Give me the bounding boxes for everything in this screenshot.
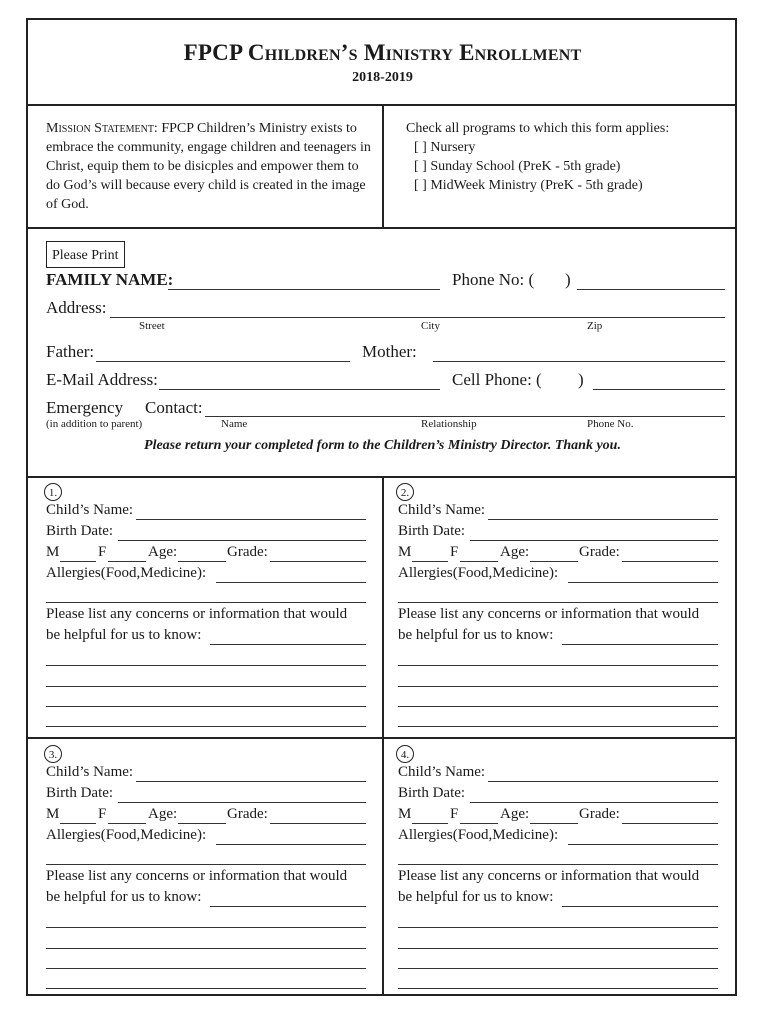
city-hint: City <box>421 320 440 332</box>
mother-field[interactable] <box>433 361 725 362</box>
concerns-label-line1: Please list any concerns or information that would <box>46 606 348 622</box>
gender-m-field[interactable] <box>412 823 448 824</box>
concerns-label-line1: Please list any concerns or information that would <box>398 606 700 622</box>
concerns-line[interactable] <box>398 948 718 949</box>
form-title: FPCP Children’s Ministry Enrollment <box>183 40 582 65</box>
concerns-label-line2: be helpful for us to know: <box>398 627 554 643</box>
father-label: Father: <box>46 342 95 361</box>
concerns-line[interactable] <box>398 726 718 727</box>
phone-label: Phone No: ( <box>452 270 535 289</box>
programs-heading: Check all programs to which this form applies: <box>406 121 670 136</box>
contact-label: Contact: <box>145 398 203 417</box>
concerns-label-line2: be helpful for us to know: <box>46 889 202 905</box>
birth-date-label: Birth Date: <box>398 785 466 801</box>
allergies-line[interactable] <box>46 602 366 603</box>
concerns-line[interactable] <box>46 948 366 949</box>
allergies-label: Allergies(Food,Medicine): <box>398 565 559 581</box>
allergies-label: Allergies(Food,Medicine): <box>46 565 207 581</box>
relationship-hint: Relationship <box>421 418 477 430</box>
concerns-line[interactable] <box>398 686 718 687</box>
gender-f-field[interactable] <box>108 561 146 562</box>
concerns-label-line1: Please list any concerns or information that would <box>398 868 700 884</box>
allergies-line[interactable] <box>398 864 718 865</box>
mission-statement: Mission Statement: FPCP Children’s Ministry exists to embrace the community, engage children and teenagers in Christ, equip them to be disicples and empower them to do God’s will because every child is created in the image of God. <box>46 121 371 212</box>
programs-divider <box>28 227 737 229</box>
gender-f-label: F <box>98 544 107 560</box>
concerns-line[interactable] <box>46 968 366 969</box>
gender-f-field[interactable] <box>460 823 498 824</box>
street-hint: Street <box>139 320 165 332</box>
child-name-field[interactable] <box>488 781 718 782</box>
birth-date-label: Birth Date: <box>46 523 114 539</box>
child-name-label: Child’s Name: <box>398 764 486 780</box>
gender-m-field[interactable] <box>412 561 448 562</box>
allergies-field[interactable] <box>568 582 718 583</box>
allergies-field[interactable] <box>568 844 718 845</box>
allergies-line[interactable] <box>46 864 366 865</box>
allergies-field[interactable] <box>216 582 366 583</box>
concerns-line[interactable] <box>398 988 718 989</box>
family-name-label: FAMILY NAME: <box>46 270 174 289</box>
concerns-line[interactable] <box>46 927 366 928</box>
phone-paren: ) <box>565 270 571 289</box>
return-note: Please return your completed form to the Children’s Ministry Director. Thank you. <box>144 438 621 453</box>
email-field[interactable] <box>159 389 440 390</box>
age-label: Age: <box>500 544 530 560</box>
grade-field[interactable] <box>270 823 366 824</box>
concerns-line[interactable] <box>398 706 718 707</box>
form-year: 2018-2019 <box>352 70 413 85</box>
child-name-label: Child’s Name: <box>46 502 134 518</box>
child-name-label: Child’s Name: <box>46 764 134 780</box>
concerns-line[interactable] <box>46 726 366 727</box>
gender-f-field[interactable] <box>460 561 498 562</box>
age-label: Age: <box>148 544 178 560</box>
allergies-line[interactable] <box>398 602 718 603</box>
cell-paren: ) <box>578 370 584 389</box>
cell-field[interactable] <box>593 389 725 390</box>
allergies-field[interactable] <box>216 844 366 845</box>
programs-section <box>406 119 726 195</box>
gender-f-label: F <box>450 544 459 560</box>
birth-date-field[interactable] <box>118 540 366 541</box>
grade-field[interactable] <box>270 561 366 562</box>
child-number-badge: 4. <box>396 745 414 763</box>
birth-date-label: Birth Date: <box>398 523 466 539</box>
please-print-box: Please Print <box>46 241 125 268</box>
grade-label: Grade: <box>579 806 620 822</box>
phone-no-hint: Phone No. <box>587 418 634 430</box>
concerns-field[interactable] <box>210 906 366 907</box>
concerns-field[interactable] <box>210 644 366 645</box>
emergency-field[interactable] <box>205 416 725 417</box>
age-field[interactable] <box>178 561 226 562</box>
cell-label: Cell Phone: ( <box>452 370 542 389</box>
grade-field[interactable] <box>622 823 718 824</box>
concerns-field[interactable] <box>562 644 718 645</box>
birth-date-label: Birth Date: <box>46 785 114 801</box>
program-midweek[interactable]: [ ] MidWeek Ministry (PreK - 5th grade) <box>414 178 643 193</box>
gender-f-field[interactable] <box>108 823 146 824</box>
family-name-field[interactable] <box>168 289 440 290</box>
name-hint: Name <box>221 418 248 430</box>
emergency-label: Emergency <box>46 398 124 417</box>
concerns-line[interactable] <box>398 927 718 928</box>
gender-f-label: F <box>450 806 459 822</box>
address-field[interactable] <box>110 317 725 318</box>
gender-m-label: M <box>46 806 60 822</box>
child-number-badge: 1. <box>44 483 62 501</box>
gender-m-field[interactable] <box>60 823 96 824</box>
child-number-badge: 3. <box>44 745 62 763</box>
concerns-line[interactable] <box>46 686 366 687</box>
concerns-line[interactable] <box>46 665 366 666</box>
age-field[interactable] <box>530 561 578 562</box>
concerns-label-line2: be helpful for us to know: <box>398 889 554 905</box>
program-nursery[interactable]: [ ] Nursery <box>414 140 476 155</box>
gender-m-label: M <box>398 806 412 822</box>
birth-date-field[interactable] <box>470 540 718 541</box>
grade-label: Grade: <box>227 544 268 560</box>
gender-m-field[interactable] <box>60 561 96 562</box>
child-grid-vertical-divider <box>382 477 384 994</box>
gender-m-label: M <box>398 544 412 560</box>
addition-note: (in addition to parent) <box>46 418 143 430</box>
age-label: Age: <box>500 806 530 822</box>
child-number-badge: 2. <box>396 483 414 501</box>
mission-divider <box>382 105 384 227</box>
gender-m-label: M <box>46 544 60 560</box>
child-grid-horizontal-divider <box>28 737 737 739</box>
concerns-line[interactable] <box>46 988 366 989</box>
mother-label: Mother: <box>362 342 417 361</box>
age-field[interactable] <box>178 823 226 824</box>
grade-field[interactable] <box>622 561 718 562</box>
allergies-label: Allergies(Food,Medicine): <box>46 827 207 843</box>
gender-f-label: F <box>98 806 107 822</box>
age-label: Age: <box>148 806 178 822</box>
concerns-line[interactable] <box>46 706 366 707</box>
concerns-field[interactable] <box>562 906 718 907</box>
concerns-label-line1: Please list any concerns or information that would <box>46 868 348 884</box>
age-field[interactable] <box>530 823 578 824</box>
grade-label: Grade: <box>579 544 620 560</box>
child-name-label: Child’s Name: <box>398 502 486 518</box>
zip-hint: Zip <box>587 320 603 332</box>
child-name-field[interactable] <box>136 519 366 520</box>
birth-date-field[interactable] <box>118 802 366 803</box>
father-field[interactable] <box>96 361 350 362</box>
concerns-label-line2: be helpful for us to know: <box>46 627 202 643</box>
concerns-line[interactable] <box>398 968 718 969</box>
allergies-label: Allergies(Food,Medicine): <box>398 827 559 843</box>
phone-field[interactable] <box>577 289 725 290</box>
email-label: E-Mail Address: <box>46 370 158 389</box>
address-label: Address: <box>46 298 107 317</box>
grade-label: Grade: <box>227 806 268 822</box>
child-name-field[interactable] <box>488 519 718 520</box>
birth-date-field[interactable] <box>470 802 718 803</box>
program-sunday-school[interactable]: [ ] Sunday School (PreK - 5th grade) <box>414 159 621 174</box>
concerns-line[interactable] <box>398 665 718 666</box>
child-name-field[interactable] <box>136 781 366 782</box>
